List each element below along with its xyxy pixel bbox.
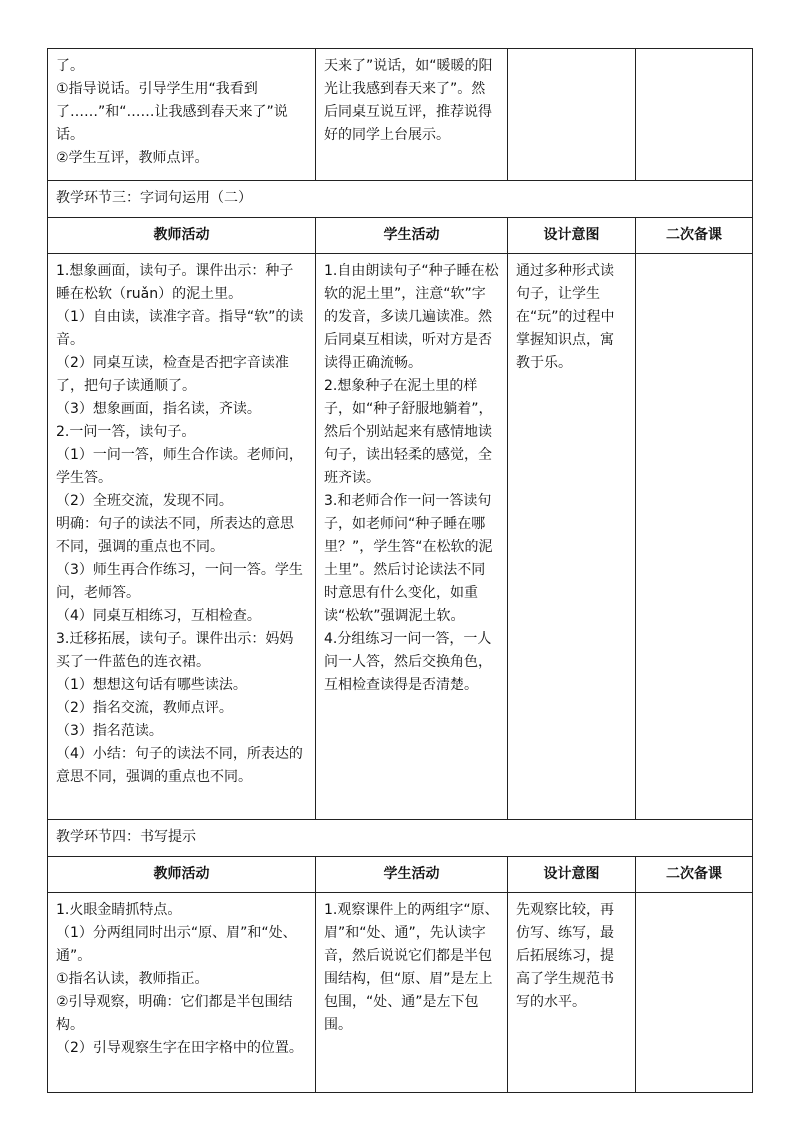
text-line: （3）想象画面，指名读，齐读。 [56,401,261,417]
header-second-prep: 二次备课 [636,218,753,254]
text-line: 3.迁移拓展，读句子。课件出示：妈妈买了一件蓝色的连衣裙。 [56,631,294,670]
text-line: 先观察比较，再仿写、练写，最后拓展练习，提高了学生规范书写的水平。 [516,902,614,1010]
text-line: （1）自由读，读准字音。指导“软”的读音。 [56,309,304,348]
second-prep-cell [636,893,753,1093]
text-line: （3）指名范读。 [56,723,163,739]
student-activity-cell [316,49,508,181]
header-teacher-activity: 教师活动 [48,218,316,254]
header-second-prep: 二次备课 [636,857,753,893]
text-line: （4）同桌互相练习，互相检查。 [56,608,261,624]
text-line: ②学生互评，教师点评。 [56,150,209,166]
text-line: 1.观察课件上的两组字“原、眉”和“处、通”，先认读字音，然后说说它们都是半包围结构，但“原、眉”是左上包围，“处、通”是左下包围。 [324,902,499,1033]
header-student-activity: 学生活动 [316,857,508,893]
text-line: （1）分两组同时出示“原、眉”和“处、通”。 [56,925,297,964]
second-prep-cell [636,49,753,181]
text-line: （1）想想这句话有哪些读法。 [56,677,247,693]
text-line: （2）指名交流，教师点评。 [56,700,233,716]
section-title: 教学环节三：字词句运用（二） [48,181,753,218]
text-line: ①指名认读，教师指正。 [56,971,209,987]
header-row [48,218,753,254]
text-line: （2）引导观察生字在田字格中的位置。 [56,1040,303,1056]
text-line: 2.想象种子在泥土里的样子，如“种子舒服地躺着”，然后个别站起来有感情地读句子，读出轻柔的感觉，全班齐读。 [324,378,493,486]
section-title-row [48,181,753,218]
text-line: 4.分组练习一问一答，一人问一人答，然后交换角色，互相检查读得是否清楚。 [324,631,492,693]
text-line: 了。 [56,58,84,74]
content-row [48,893,753,1093]
teacher-activity-cell [48,49,316,181]
second-prep-cell [636,254,753,820]
text-line: ②引导观察，明确：它们都是半包围结构。 [56,994,293,1033]
section-title: 教学环节四：书写提示 [48,820,753,857]
text-line: 天来了”说话，如“暖暖的阳光让我感到春天来了”。然后同桌互说互评，推荐说得好的同学上台展示。 [324,58,493,143]
text-line: 明确：句子的读法不同，所表达的意思不同，强调的重点也不同。 [56,516,294,555]
header-teacher-activity: 教师活动 [48,857,316,893]
teacher-activity-cell [48,893,316,1093]
text-line: （3）师生再合作练习，一问一答。学生问，老师答。 [56,562,303,601]
design-intent-cell [508,49,636,181]
lesson-plan-table [47,48,753,1093]
student-activity-cell [316,893,508,1093]
design-intent-cell [508,254,636,820]
content-row [48,254,753,820]
text-line: （2）全班交流，发现不同。 [56,493,233,509]
text-line: （1）一问一答，师生合作读。老师问，学生答。 [56,447,303,486]
text-line: （4）小结：句子的读法不同，所表达的意思不同，强调的重点也不同。 [56,746,303,785]
header-design-intent: 设计意图 [508,218,636,254]
text-line: （2）同桌互读，检查是否把字音读准了，把句子读通顺了。 [56,355,289,394]
text-line: 1.自由朗读句子“种子睡在松软的泥土里”，注意“软”字的发音，多读几遍读准。然后同桌互相读，听对方是否读得正确流畅。 [324,263,499,371]
header-design-intent: 设计意图 [508,857,636,893]
text-line: ①指导说话。引导学生用“我看到了……”和“……让我感到春天来了”说话。 [56,81,288,143]
design-intent-cell [508,893,636,1093]
student-activity-cell [316,254,508,820]
text-line: 1.想象画面，读句子。课件出示：种子睡在松软（ruǎn）的泥土里。 [56,263,294,302]
teacher-activity-cell [48,254,316,820]
continued-row [48,49,753,181]
text-line: 2.一问一答，读句子。 [56,424,196,440]
section-title-row [48,820,753,857]
header-student-activity: 学生活动 [316,218,508,254]
text-line: 通过多种形式读句子，让学生在“玩”的过程中掌握知识点，寓教于乐。 [516,263,615,371]
text-line: 3.和老师合作一问一答读句子，如老师问“种子睡在哪里？”，学生答“在松软的泥土里”。然后讨论读法不同时意思有什么变化，如重读“松软”强调泥土软。 [324,493,493,624]
header-row [48,857,753,893]
text-line: 1.火眼金睛抓特点。 [56,902,182,918]
